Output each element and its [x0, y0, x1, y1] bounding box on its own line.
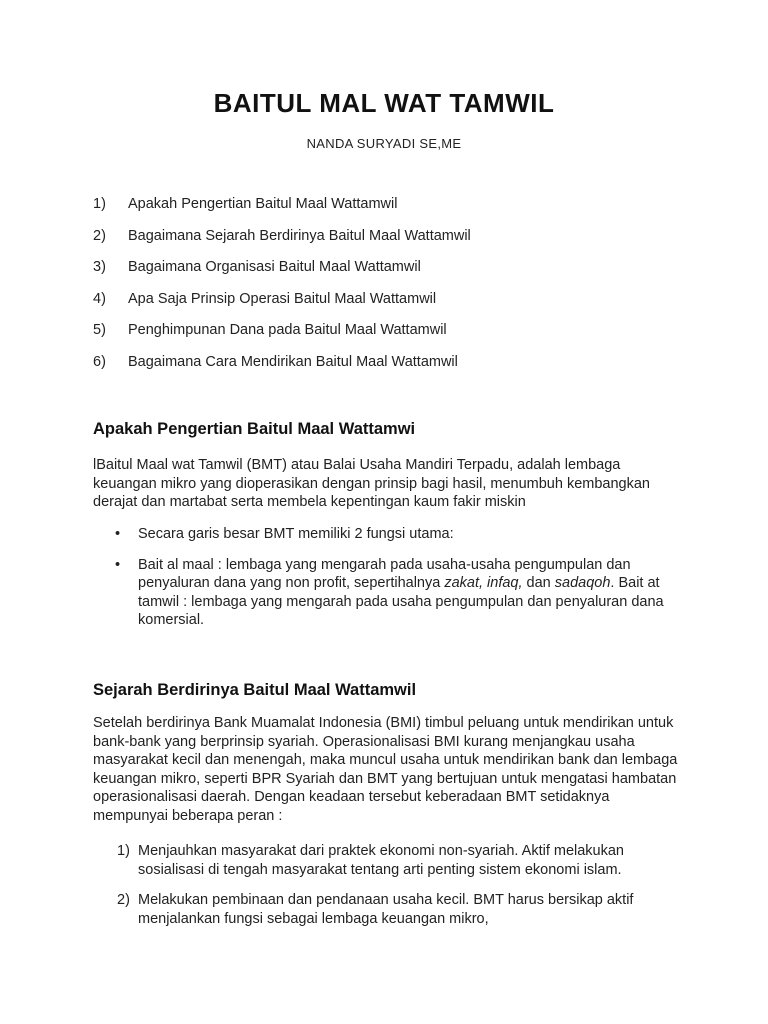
paragraph-sejarah: Setelah berdirinya Bank Muamalat Indonesia (BMI) timbul peluang untuk mendirikan untuk bank-bank yang berprinsip syariah. Operasionalisasi BMI kurang menjangkau usaha masyarakat kecil dan menengah, maka muncul usaha untuk mendirikan bank dan lembaga keuangan mikro, seperti BPR Syariah dan BMT yang bertujuan untuk mengatasi hambatan operasionalisasi daerah. Dengan keadaan tersebut keberadaan BMT setidaknya mempunyai beberapa peran : [93, 715, 678, 824]
section-heading-pengertian: Apakah Pengertian Baitul Maal Wattamwi [93, 420, 416, 438]
bullet-text [138, 556, 678, 630]
toc-number: 2) [93, 227, 106, 244]
bullet-list-fungsi [93, 525, 693, 630]
toc-number: 5) [93, 322, 106, 339]
toc-item [93, 322, 693, 354]
toc-number: 6) [93, 353, 106, 370]
list-number: 1) [117, 843, 130, 859]
bullet-mark: • [115, 556, 121, 573]
bullet-item [93, 556, 693, 630]
bullet-item [93, 525, 693, 544]
section-heading-sejarah: Sejarah Berdirinya Baitul Maal Wattamwil [93, 681, 417, 699]
bullet-italic-sadaqoh: sadaqoh [554, 575, 611, 592]
toc-item [93, 259, 693, 291]
toc-text: Apakah Pengertian Baitul Maal Wattamwil [128, 196, 398, 212]
bullet-text-part: dan [522, 575, 555, 592]
bullet-text: Secara garis besar BMT memiliki 2 fungsi utama: [138, 526, 454, 542]
toc-text: Bagaimana Organisasi Baitul Maal Wattamwil [128, 259, 421, 276]
bullet-mark: • [115, 526, 121, 542]
toc-item [93, 354, 693, 386]
bullet-text-part: . Bait at tamwil : lembaga yang mengarah pada usaha pengumpulan dan penyaluran dana komersial. [138, 575, 664, 629]
toc-item [93, 291, 693, 323]
toc-item [93, 196, 693, 228]
bullet-text-part: Bait al maal : lembaga yang mengarah pada usaha-usaha pengumpulan dan penyaluran dana yang non profit, sepertihalnya [138, 556, 631, 592]
toc-number: 4) [93, 290, 106, 307]
toc-number: 1) [93, 196, 106, 212]
numbered-list-peran [93, 842, 693, 928]
toc-text: Penghimpunan Dana pada Baitul Maal Wattamwil [128, 322, 447, 339]
toc-text: Apa Saja Prinsip Operasi Baitul Maal Wattamwil [128, 290, 437, 307]
bullet-italic-zakat: zakat, infaq, [444, 575, 523, 592]
list-number: 2) [117, 892, 130, 909]
toc-number: 3) [93, 259, 106, 276]
list-item [93, 842, 693, 879]
document-author: NANDA SURYADI SE,ME [306, 136, 462, 151]
list-text: Menjauhkan masyarakat dari praktek ekonomi non-syariah. Aktif melakukan sosialisasi di tengah masyarakat tentang arti penting sistem ekonomi islam. [138, 843, 624, 878]
list-text: Melakukan pembinaan dan pendanaan usaha kecil. BMT harus bersikap aktif menjalankan fungsi sebagai lembaga keuangan mikro, [138, 892, 634, 927]
toc-item [93, 228, 693, 260]
list-item [93, 891, 693, 928]
table-of-contents [93, 196, 693, 386]
document-title: BAITUL MAL WAT TAMWIL [213, 88, 555, 118]
toc-text: Bagaimana Sejarah Berdirinya Baitul Maal Wattamwil [128, 227, 471, 244]
toc-text: Bagaimana Cara Mendirikan Baitul Maal Wattamwil [128, 353, 458, 370]
paragraph-pengertian: lBaitul Maal wat Tamwil (BMT) atau Balai Usaha Mandiri Terpadu, adalah lembaga keuangan mikro yang dioperasikan dengan prinsip bagi hasil, menumbuh kembangkan derajat dan martabat serta membela kepentingan kaum fakir miskin [93, 457, 650, 511]
